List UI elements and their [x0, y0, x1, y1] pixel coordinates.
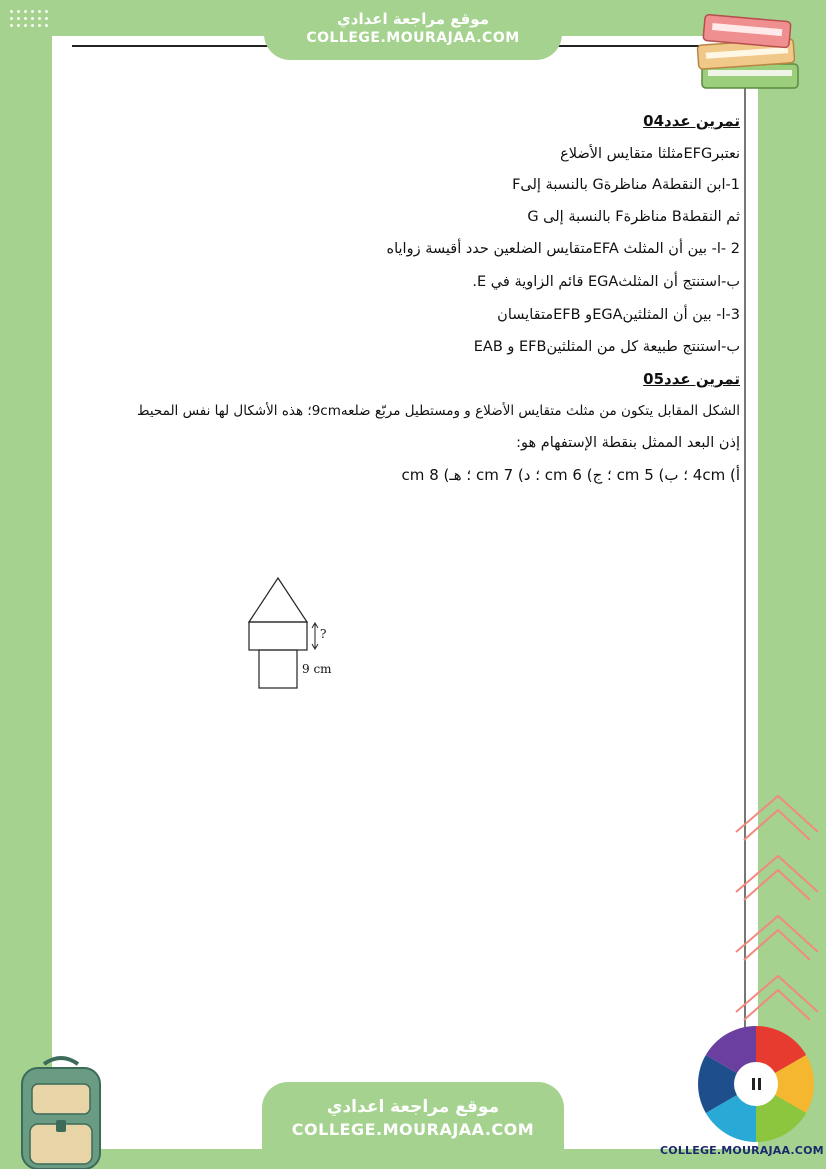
header-banner[interactable]	[264, 0, 562, 60]
frame-left	[0, 0, 52, 1169]
exercise4-line-7: ب-استنتج طبيعة كل من المثلثينEFB و EAB	[473, 339, 740, 355]
footer-site-arabic: موقع مراجعة اعدادي	[326, 1097, 500, 1117]
header-site-url[interactable]: COLLEGE.MOURAJAA.COM	[306, 30, 520, 46]
exercise5-line-2: إذن البعد الممثل بنقطة الإستفهام هو:	[516, 435, 740, 451]
exercise4-line-3: ثم النقطةB مناظرةF بالنسبة إلى G	[527, 209, 740, 225]
exercise5-answer-choices: أ) 4cm ؛ ب) 5 cm ؛ ج) 6 cm ؛ د) 7 cm ؛ هـ) 8 cm	[401, 466, 740, 484]
exercise4-title: تمرين عدد04	[643, 112, 740, 130]
figure-side-label: 9 cm	[302, 662, 332, 676]
exercise5-title: تمرين عدد05	[643, 370, 740, 388]
exercise5-line-1: الشكل المقابل يتكون من مثلث متقايس الأضلاع و ومستطيل مربّع ضلعه9cm؛ هذه الأشكال لها نفس المحيط	[137, 403, 740, 419]
shape-figure	[240, 572, 350, 697]
exercise4-line-5: ب-استنتج أن المثلثEGA قائم الزاوية في E.	[472, 274, 740, 290]
backpack-icon	[6, 1054, 116, 1169]
exercise4-line-2: 1-ابن النقطةA مناظرةG بالنسبة إلىF	[512, 177, 740, 193]
header-site-arabic: موقع مراجعة اعدادي	[337, 10, 489, 28]
footer-banner[interactable]	[262, 1082, 564, 1169]
footer-site-url[interactable]: COLLEGE.MOURAJAA.COM	[291, 1120, 535, 1139]
figure-question-label: ?	[320, 627, 327, 641]
footer-logo-url[interactable]: COLLEGE.MOURAJAA.COM	[660, 1144, 824, 1157]
subjects-wheel-logo[interactable]	[694, 1022, 818, 1146]
exercise4-line-4: 2 -ا- بين أن المثلث EFAمتقايس الضلعين حدد أقيسة زواياه	[386, 241, 740, 257]
decorative-dots	[8, 8, 50, 30]
exercise4-line-6: 3-ا- بين أن المثلثينEGAو EFBمتقايسان	[497, 307, 740, 323]
document-page	[52, 36, 758, 1149]
chevrons-decoration	[732, 792, 822, 1042]
books-icon	[694, 12, 804, 94]
exercise4-line-1: نعتبرEFGمثلثا متقايس الأضلاع	[560, 146, 740, 162]
